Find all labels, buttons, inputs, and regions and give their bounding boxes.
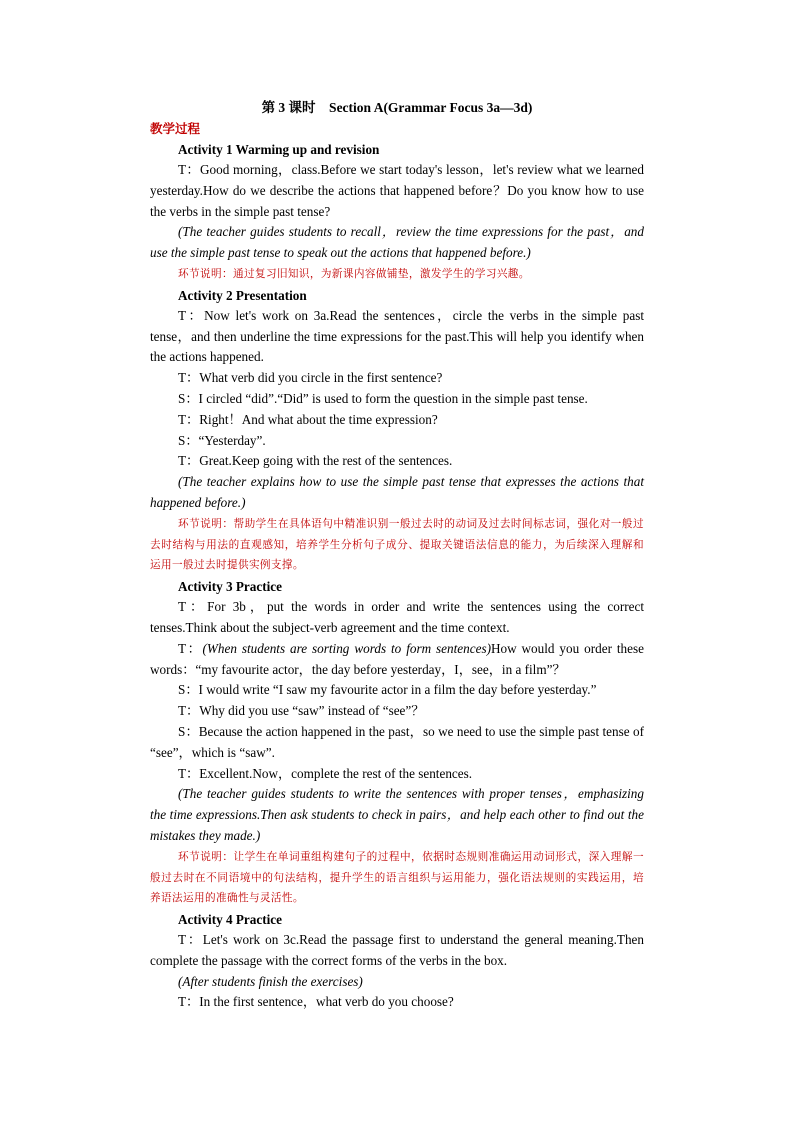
- section-note: 环节说明：通过复习旧知识，为新课内容做铺垫，激发学生的学习兴趣。: [178, 267, 530, 280]
- dialogue-line: S：I circled “did”.“Did” is used to form the question in the simple past tense.: [178, 390, 588, 406]
- dialogue-line: T：Right！And what about the time expression?: [178, 411, 438, 427]
- dialogue-line: T：In the first sentence，what verb do you choose?: [178, 994, 454, 1010]
- section-heading: 教学过程: [150, 121, 201, 136]
- teacher-instruction: (The teacher explains how to use the simple past tense that expresses the actions that happened before.): [150, 474, 644, 510]
- dialogue-line: [150, 639, 644, 681]
- activity-heading: Activity 4 Practice: [178, 912, 282, 928]
- inline-instruction: (When students are sorting words to form sentences): [202, 640, 491, 656]
- dialogue-line: T：What verb did you circle in the first sentence?: [178, 370, 443, 386]
- activity-heading: Activity 1 Warming up and revision: [178, 142, 380, 157]
- activity-heading: Activity 3 Practice: [178, 579, 282, 595]
- dialogue-line: S：I would write “I saw my favourite actor in a film the day before yesterday.”: [178, 682, 597, 698]
- section-note: 环节说明：让学生在单词重组构建句子的过程中，依据时态规则准确运用动词形式，深入理解一般过去时在不同语境中的句法结构，提升学生的语言组织与运用能力，强化语法规则的实践运用，培养语法运用的准确性与灵活性。: [150, 850, 644, 905]
- activities-container: [150, 139, 644, 1013]
- dialogue-line: T：Good morning，class.Before we start today's lesson，let's review what we learned yesterday.How do we describe the actions that happened before？Do you know how to use the verbs in the simple past tense?: [150, 162, 644, 219]
- speaker-prefix: T：: [178, 640, 203, 656]
- dialogue-line: T：Why did you use “saw” instead of “see”？: [178, 703, 425, 719]
- teacher-instruction: (The teacher guides students to recall，review the time expressions for the past，and use the simple past tense to speak out the actions that happened before.): [150, 224, 644, 261]
- dialogue-line: T：Let's work on 3c.Read the passage first to understand the general meaning.Then complete the passage with the correct forms of the verbs in the box.: [150, 932, 644, 968]
- activity-heading: Activity 2 Presentation: [178, 287, 307, 303]
- dialogue-line: T：Now let's work on 3a.Read the sentences，circle the verbs in the simple past tense，and then underline the time expressions for the past.This will help you identify when the actions happened.: [150, 307, 644, 365]
- teacher-instruction: (After students finish the exercises): [178, 973, 363, 989]
- dialogue-line: T：For 3b，put the words in order and write the sentences using the correct tenses.Think about the subject-verb agreement and the time context.: [150, 599, 644, 635]
- teacher-instruction: (The teacher guides students to write the sentences with proper tenses，emphasizing the time expressions.Then ask students to check in pairs，and help each other to find out the mistakes they made.): [150, 786, 644, 843]
- document-body: [150, 97, 644, 1013]
- dialogue-text: How would you order these words：“my favourite actor，the day before yesterday，I，see，in a film”？: [150, 640, 644, 677]
- dialogue-line: S：Because the action happened in the past，so we need to use the simple past tense of “see”，which is “saw”.: [150, 723, 644, 760]
- lesson-title: 第 3 课时 Section A(Grammar Focus 3a—3d): [261, 100, 533, 115]
- dialogue-line: S：“Yesterday”.: [178, 432, 266, 448]
- dialogue-line: T：Great.Keep going with the rest of the sentences.: [178, 453, 453, 469]
- dialogue-line: T：Excellent.Now，complete the rest of the sentences.: [178, 765, 473, 781]
- section-note: 环节说明：帮助学生在具体语句中精准识别一般过去时的动词及过去时间标志词，强化对一般过去时结构与用法的直观感知，培养学生分析句子成分、提取关键语法信息的能力，为后续深入理解和运用一般过去时提供实例支撑。: [150, 517, 644, 572]
